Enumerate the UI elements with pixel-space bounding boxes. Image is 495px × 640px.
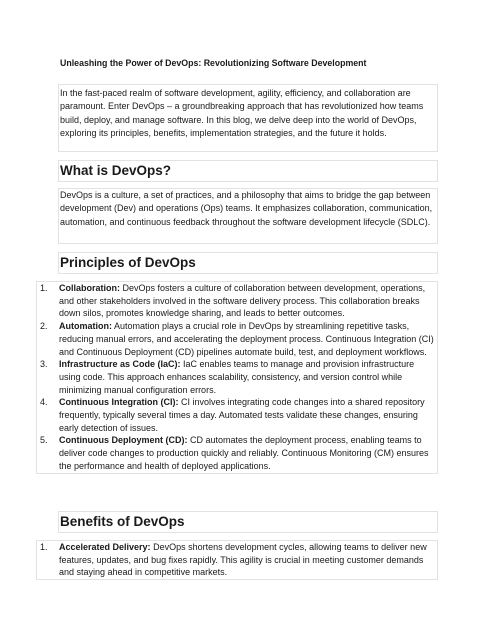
list-item (37, 396, 436, 434)
list-item-description: DevOps shortens development cycles, allowing teams to deliver new features, updates, and bug fixes rapidly. This agility is crucial in meeting customer demands and staying ahead in competitive markets. (59, 542, 427, 578)
list-number: 2. (40, 321, 48, 332)
list-item (37, 358, 436, 396)
list-item-description: DevOps fosters a culture of collaboration between development, operations, and other stakeholders involved in the software delivery process. This collaboration breaks down silos, promotes knowledge sharing, and leads to better outcomes. (59, 283, 426, 319)
list-item-text (59, 282, 436, 320)
list-item-term: Continuous Integration (CI): (59, 397, 179, 408)
list-number: 1. (40, 542, 48, 552)
list-item-description: CI involves integrating code changes into a shared repository frequently, typically several times a day. Automated tests validate these changes, ensuring early detection of issues. (59, 397, 425, 433)
intro-paragraph: In the fast-paced realm of software development, agility, efficiency, and collaboration are paramount. Enter DevOps – a groundbreaking approach that has revolutionized how teams build, deploy, and manage software. In this blog, we delve deep into the world of DevOps, exploring its principles, benefits, implementation strategies, and the future it holds. (60, 88, 424, 139)
list-item (37, 434, 436, 472)
list-number: 5. (40, 435, 48, 446)
list-number: 4. (40, 397, 48, 408)
benefits-list (36, 540, 438, 580)
list-item-term: Accelerated Delivery: (59, 542, 151, 552)
list-item-text (59, 358, 436, 396)
intro-paragraph-box (58, 84, 438, 152)
list-item-term: Infrastructure as Code (IaC): (59, 359, 181, 370)
list-number: 1. (40, 283, 48, 293)
what-is-devops-paragraph: DevOps is a culture, a set of practices, and a philosophy that aims to bridge the gap between development (Dev) and operations (Ops) teams. It emphasizes collaboration, communication, automation, and continuous feedback throughout the software development lifecycle (SDLC). (60, 190, 433, 227)
list-item (37, 541, 436, 579)
list-item-text (59, 396, 436, 434)
benefits-heading: Benefits of DevOps (58, 511, 438, 533)
list-item-text (59, 320, 436, 358)
list-number: 3. (40, 359, 48, 370)
principles-heading: Principles of DevOps (58, 252, 438, 274)
list-item (37, 282, 436, 320)
list-item-term: Automation: (59, 321, 112, 332)
list-item-description: CD automates the deployment process, enabling teams to deliver code changes to production quickly and reliably. Continuous Monitoring (CM) ensures the performance and health of deployed applications. (59, 435, 429, 471)
document-title: Unleashing the Power of DevOps: Revolutionizing Software Development (60, 58, 367, 68)
list-item-text (59, 434, 436, 472)
list-item (37, 320, 436, 358)
what-is-devops-box (58, 188, 438, 244)
list-item-description: Automation plays a crucial role in DevOps by streamlining repetitive tasks, reducing manual errors, and accelerating the deployment process. Continuous Integration (CI) and Continuous Deployment (CD) pipelines automate build, test, and deployment workflows. (59, 321, 434, 357)
principles-list (36, 281, 438, 474)
what-is-devops-heading: What is DevOps? (58, 160, 438, 182)
list-item-term: Continuous Deployment (CD): (59, 435, 188, 446)
list-item-description: IaC enables teams to manage and provision infrastructure using code. This approach enhances scalability, consistency, and version control while minimizing manual configuration errors. (59, 359, 415, 395)
list-item-term: Collaboration: (59, 283, 120, 293)
list-item-text (59, 541, 436, 579)
